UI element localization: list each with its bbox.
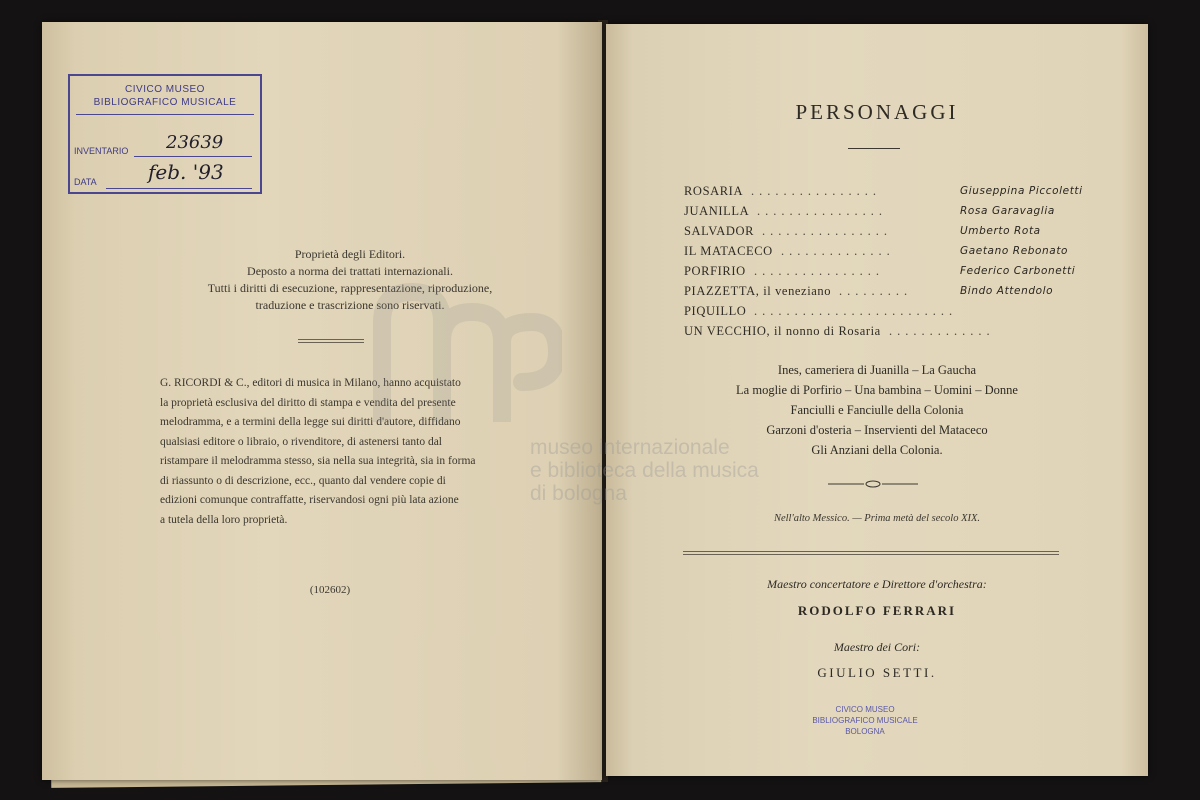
conductor-label: Maestro concertatore e Direttore d'orchestra: xyxy=(767,577,987,591)
rights-line: Tutti i diritti di esecuzione, rappresentazione, riproduzione, xyxy=(207,281,493,295)
cast-role: SALVADOR xyxy=(684,224,755,238)
ricordi-line: a tutela della loro proprietà. xyxy=(160,513,288,526)
ricordi-line: edizioni comunque contraffatte, riservandosi ogni più lata azione xyxy=(160,494,459,506)
title-rule xyxy=(848,148,900,149)
watermark-line: di bologna xyxy=(530,482,627,505)
rights-line: traduzione e trascrizione sono riservati. xyxy=(255,298,445,312)
library-stamp-line: CIVICO MUSEO xyxy=(835,705,895,714)
cast-role: PORFIRIO xyxy=(684,264,746,278)
cast-row xyxy=(684,224,1064,244)
cast-role: JUANILLA xyxy=(684,204,750,218)
cast-actor: Umberto Rota xyxy=(960,225,1041,237)
cast-row xyxy=(684,264,1076,284)
extras-line: Gli Anziani della Colonia. xyxy=(811,443,943,457)
extras-line: La moglie di Porfirio – Una bambina – Uomini – Donne xyxy=(736,383,1018,397)
leader-dots: ................ xyxy=(762,224,892,238)
inventory-stamp xyxy=(68,74,262,194)
right-page xyxy=(606,24,1148,776)
ricordi-line: ristampare il melodramma stesso, sia nella sua integrità, sia in forma xyxy=(160,455,476,467)
cast-row xyxy=(684,244,1069,264)
data-underline xyxy=(106,188,252,189)
cast-row xyxy=(684,184,1083,204)
scene-setting: Nell'alto Messico. — Prima metà del secolo XIX. xyxy=(773,513,981,524)
leader-dots: ................ xyxy=(751,184,881,198)
cast-row xyxy=(684,204,1064,224)
library-stamp xyxy=(790,704,940,737)
cast-role: IL MATACECO xyxy=(684,244,773,258)
cast-role: PIAZZETTA, il veneziano xyxy=(684,284,832,298)
leader-dots: ................ xyxy=(754,264,884,278)
watermark-line: e biblioteca della musica xyxy=(530,459,759,482)
rights-line: Proprietà degli Editori. xyxy=(294,247,406,261)
leader-dots: ................ xyxy=(757,204,887,218)
cast-actor: Bindo Attendolo xyxy=(960,285,1054,297)
rights-line: Deposto a norma dei trattati internazionali. xyxy=(247,264,453,278)
ricordi-line: di riassunto o di descrizione, ecc., quanto dal vendere copie di xyxy=(160,474,446,487)
chorus-name: GIULIO SETTI. xyxy=(817,665,937,680)
library-stamp-line: BIBLIOGRAFICO MUSICALE xyxy=(812,716,918,725)
cast-row xyxy=(684,304,1064,324)
leader-dots: .............. xyxy=(781,244,895,258)
cast-actor: Federico Carbonetti xyxy=(960,265,1076,277)
cast-actor: Giuseppina Piccoletti xyxy=(960,185,1083,197)
watermark-line: museo internazionale xyxy=(530,436,730,459)
extras-line: Fanciulli e Fanciulle della Colonia xyxy=(790,403,964,417)
ricordi-line: qualsiasi editore o libraio, o rivenditore, di astenersi tanto dal xyxy=(160,435,442,448)
leader-dots: ......................... xyxy=(754,304,958,318)
data-value: feb. '93 xyxy=(148,160,224,184)
watermark-logo xyxy=(372,282,562,422)
leader-dots: ......... xyxy=(839,284,913,298)
stamp-divider xyxy=(76,114,254,115)
chorus-label: Maestro dei Cori: xyxy=(833,640,921,654)
cast-role: ROSARIA xyxy=(684,184,744,198)
plate-number: (102602) xyxy=(309,584,351,596)
inventario-underline xyxy=(134,156,252,157)
leader-dots: ............. xyxy=(889,324,995,338)
ricordi-line: melodramma, e a termini della legge sui diritti d'autore, diffidano xyxy=(160,416,461,428)
left-double-rule xyxy=(298,339,364,343)
library-stamp-line: BOLOGNA xyxy=(845,727,885,736)
cast-actor: Gaetano Rebonato xyxy=(960,245,1069,257)
cast-role: UN VECCHIO, il nonno di Rosaria xyxy=(684,324,881,338)
stamp-line-2: BIBLIOGRAFICO MUSICALE xyxy=(93,97,237,108)
data-label: DATA xyxy=(74,177,97,187)
conductor-name: RODOLFO FERRARI xyxy=(797,603,957,618)
stamp-line-1: CIVICO MUSEO xyxy=(125,84,205,95)
inventario-label: INVENTARIO xyxy=(74,146,129,156)
extras-line: Ines, cameriera di Juanilla – La Gaucha xyxy=(777,363,977,377)
right-double-rule xyxy=(683,551,1059,555)
inventario-value: 23639 xyxy=(166,132,224,153)
ricordi-line: la proprietà esclusiva del diritto di stampa e vendita del presente xyxy=(160,396,456,409)
ornament-divider xyxy=(828,478,918,490)
page-title: PERSONAGGI xyxy=(795,100,959,124)
ricordi-line: G. RICORDI & C., editori di musica in Milano, hanno acquistato xyxy=(160,377,461,389)
cast-row xyxy=(684,324,1064,344)
cast-actor: Rosa Garavaglia xyxy=(960,205,1055,217)
cast-role: PIQUILLO xyxy=(684,304,747,318)
extras-line: Garzoni d'osteria – Inservienti del Mataceco xyxy=(766,423,988,437)
cast-row xyxy=(684,284,1064,304)
